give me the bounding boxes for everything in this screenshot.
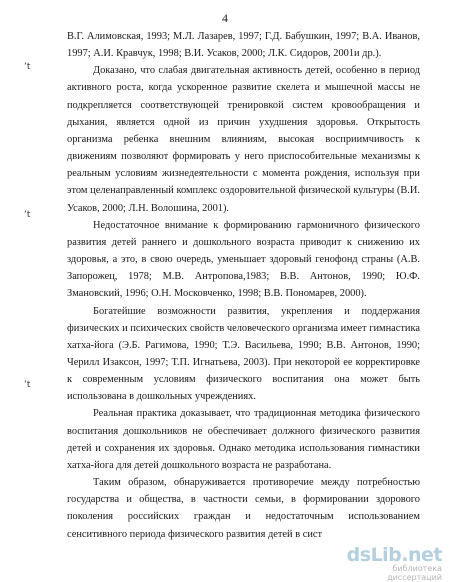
watermark-subtitle: библиотека диссертаций bbox=[387, 564, 442, 582]
paragraph: Богатейшие возможности развития, укрепления и поддержания физических и психических свойств человеческого организма имеет гимнастика хатха-йога (Э.Б. Рагимова, 1990; Т.Э. Васильева, 1990; В.В. Антонов, 1990; Черилл Изаксон, 1997; Т.П. Игнатьева, 2003). При некоторой ее корректировке к современным условиям физического воспитания она может быть использована в дошкольных учреждениях. bbox=[67, 305, 420, 403]
page-number: 4 bbox=[222, 11, 228, 25]
paragraph: В.Г. Алимовская, 1993; М.Л. Лазарев, 1997; Г.Д. Бабушкин, 1997; В.А. Иванов, 1997; А.И. Кравчук, 1998; В.И. Усаков, 2000; Л.К. Сидоров, 2001и др.). bbox=[67, 31, 420, 60]
watermark-logo: dsLib.net bbox=[346, 544, 442, 566]
margin-mark: ʻt bbox=[24, 210, 31, 220]
watermark bbox=[337, 544, 442, 582]
paragraph: Доказано, что слабая двигательная активность детей, особенно в период активного роста, когда ускоренное развитие скелета и мышечной массы не подкрепляется соответствующей тренировкой систем кровообращения и дыхания, является одной из причин ухудшения здоровья. Открытость организма ребенка внешним влияниям, высокая восприимчивость к движениям позволяют формировать у него приспособительные механизмы к реальным условиям жизнедеятельности с момента рождения, используя при этом целенаправленный комплекс оздоровительной физической культуры (В.И. Усаков, 2000; Л.Н. Волошина, 2001). bbox=[67, 65, 420, 214]
paragraph: Таким образом, обнаруживается противоречие между потребностью государства и общества, в частности семьи, в формировании здорового поколения российских граждан и недостаточным использованием сенситивного периода физического развития детей в сист bbox=[67, 477, 420, 540]
body-text bbox=[67, 28, 420, 543]
margin-mark: ʻt bbox=[24, 380, 31, 390]
paragraph: Реальная практика доказывает, что традиционная методика физического воспитания дошкольников не обеспечивает должного физического развития детей и сохранения их здоровья. Однако методика использования гимнастики хатха-йога для детей дошкольного возраста не разработана. bbox=[67, 408, 420, 471]
paragraph: Недостаточное внимание к формированию гармоничного физического развития детей раннего и дошкольного возраста приводит к снижению их здоровья, а это, в свою очередь, уменьшает здоровый генофонд страны (А.В. Запорожец, 1978; М.В. Антропова,1983; В.В. Антонов, 1990; Ю.Ф. Змановский, 1996; О.Н. Московченко, 1998; В.В. Пономарев, 2000). bbox=[67, 219, 420, 300]
margin-mark: ʻt bbox=[24, 62, 31, 72]
